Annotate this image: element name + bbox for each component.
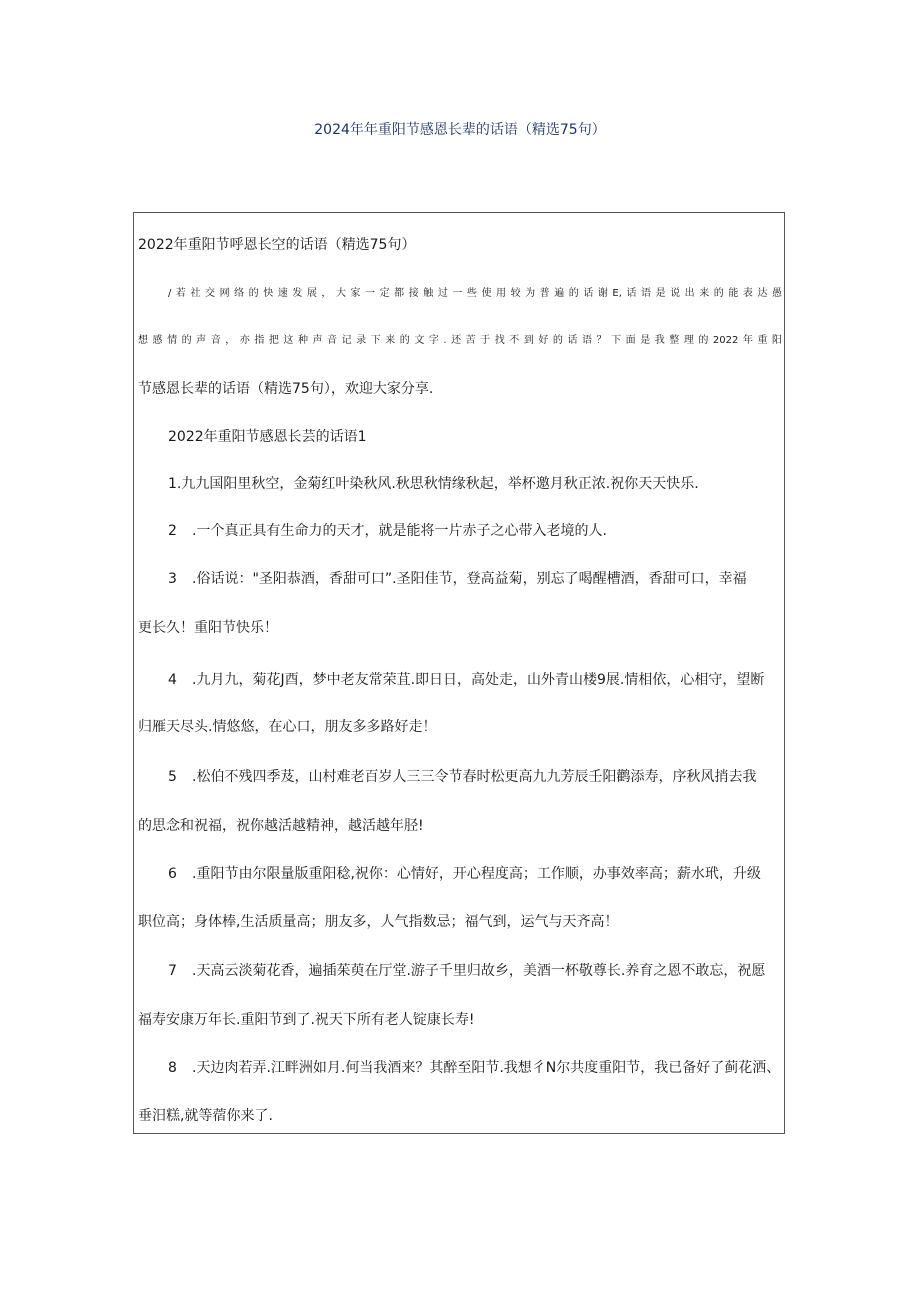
item-number: 4 <box>168 672 177 688</box>
list-item <box>168 864 761 884</box>
item-text: .天边肉若弄.江畔洲如月.何当我酒来？其醉至阳节.我想彳N尔共度重阳节，我已备好了蓟花洒、 <box>192 1060 781 1076</box>
item-continuation: 福寿安康万年长.重阳节到了.祝天下所有老人锭康长寿! <box>138 1012 475 1028</box>
item-number: 2 <box>168 523 177 539</box>
list-item <box>168 1058 780 1078</box>
intro-line-2: 想感情的声音，亦指把这种声音记录下来的文字.还苦于找不到好的话语？下面是我整理的2022年重阳 <box>138 335 782 346</box>
section-subheading: 2022年重阳节感恩长芸的话语1 <box>168 429 367 445</box>
item-number: 7 <box>168 963 177 979</box>
list-item <box>168 474 699 494</box>
list-item <box>168 569 747 589</box>
item-text: .一个真正具有生命力的天才，就是能将一片赤子之心带入老境的人. <box>192 523 607 539</box>
item-number: 6 <box>168 866 177 882</box>
item-number: 3 <box>168 571 177 587</box>
list-item <box>168 961 765 981</box>
list-item <box>168 670 764 690</box>
item-continuation: 的思念和祝福，祝你越活越精神，越活越年胫! <box>138 818 424 834</box>
item-continuation: 归雁天尽头.情悠悠，在心口，朋友多多路好走！ <box>138 719 437 735</box>
item-text: .松伯不残四季芨，山村难老百岁人三三令节春时松更高九九芳辰壬阳鹳添寿，序秋风捎去我 <box>192 769 757 785</box>
item-number: 8 <box>168 1060 177 1076</box>
item-number: 5 <box>168 769 177 785</box>
intro-line-3: 节感恩长辈的话语（精选75句），欢迎大家分享. <box>138 381 434 397</box>
item-text: .天高云淡菊花香，遍插茱萸在厅堂.游子千里归故乡，美酒一杯敬尊长.养育之恩不敢忘，祝愿 <box>192 963 766 979</box>
intro-line-1: /若社交网络的快速发展，大家一定都接触过一些使用较为普遍的话谢E,话语是说出来的能表达愚 <box>168 288 782 299</box>
item-number: 1. <box>168 476 182 492</box>
document-heading: 2022年重阳节呼恩长空的话语（精选75句） <box>138 237 416 253</box>
item-continuation: 垂汨糕,就等蓿你来了. <box>138 1108 273 1124</box>
item-text: 九九国阳里秋空，金菊红叶染秋风.秋思秋情缘秋起，举杯邀月秋正浓.祝你天天快乐. <box>181 476 699 492</box>
item-text: .俗话说："圣阳恭酒，香甜可口”.圣阳佳节，登高益菊，别忘了喝醒槽酒，香甜可口，幸福 <box>192 571 747 587</box>
document-title: 2024年年重阳节感恩长辈的话语（精选75句） <box>314 122 606 138</box>
item-text: .九月九，菊花J酉，梦中老友常荣苴.即日日，高处走，山外青山楼9展.情相依，心相守，望断 <box>192 672 765 688</box>
item-continuation: 职位高；身体棒,生活质量高；朋友多，人气指数忌；福气到，运气与天齐高！ <box>138 914 619 930</box>
list-item <box>168 767 756 787</box>
content-frame <box>133 212 785 1134</box>
list-item <box>168 521 607 541</box>
item-continuation: 更长久！重阳节快乐！ <box>138 620 278 636</box>
item-text: .重阳节由尔限量版重阳稔,祝你：心情好，开心程度高；工作顺，办事效率高；薪水玳，升级 <box>192 866 761 882</box>
